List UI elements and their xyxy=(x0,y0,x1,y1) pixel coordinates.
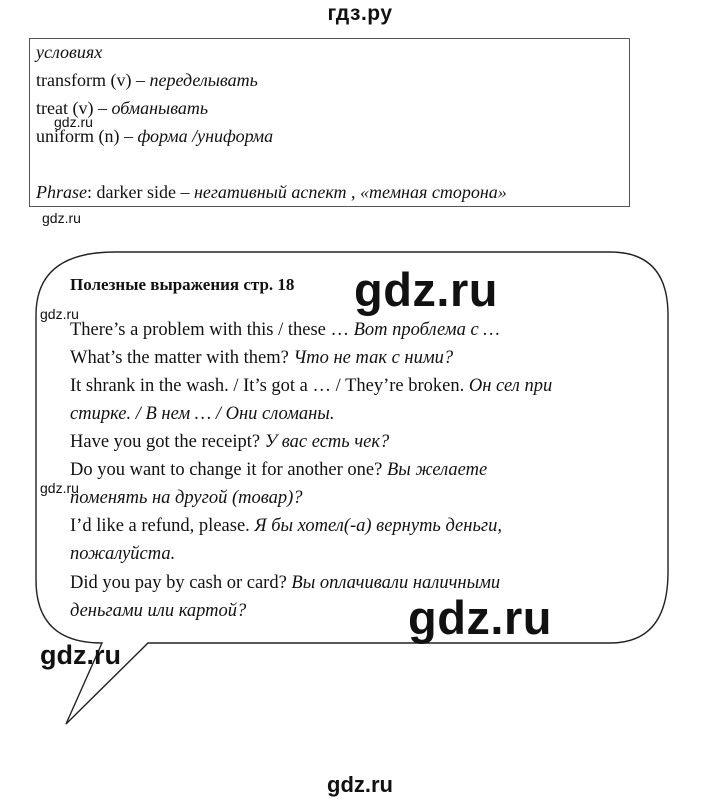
phrase-line xyxy=(70,402,334,426)
phrases-title: Полезные выражения стр. 18 xyxy=(70,275,295,294)
phrase-line xyxy=(70,599,246,623)
vocab-term: transform (v) xyxy=(36,70,132,90)
phrase-line xyxy=(70,514,502,538)
phrase-colon: : xyxy=(87,182,97,202)
vocab-translation: форма /униформа xyxy=(137,126,274,146)
phrase-ru: поменять на другой (товар)? xyxy=(70,488,303,508)
phrase-en: What’s the matter with them? xyxy=(70,348,294,368)
watermark-big-2: gdz.ru xyxy=(408,591,552,644)
vocab-dash: – xyxy=(131,70,150,90)
phrase-ru: деньгами или картой? xyxy=(70,601,247,621)
phrase-translation-2: «темная сторона» xyxy=(360,182,507,202)
phrase-en: I’d like a refund, please. xyxy=(70,516,255,536)
phrase-line xyxy=(70,430,389,454)
vocab-term: uniform (n) xyxy=(36,126,120,146)
vocab-term: treat (v) xyxy=(36,98,94,118)
watermark-mid: gdz.ru xyxy=(40,640,121,670)
watermark-top: гдз.ру xyxy=(327,2,393,25)
phrase-ru: Вы желаете xyxy=(386,460,488,480)
phrase-ru: Он сел при xyxy=(468,376,553,396)
phrase-en: Did you pay by cash or card? xyxy=(70,573,292,593)
phrase-line xyxy=(70,346,453,370)
phrase-ru: Вот проблема с … xyxy=(353,320,500,340)
phrase-ru: стирке. / В нем … / Они сломаны. xyxy=(70,404,335,424)
phrase-separator: , xyxy=(346,182,361,202)
phrase-en: Have you got the receipt? xyxy=(70,432,265,452)
watermark-small-2: gdz.ru xyxy=(42,210,81,226)
phrase-line xyxy=(70,458,487,482)
watermark-bottom: gdz.ru xyxy=(327,772,393,797)
phrase-dash: – xyxy=(175,182,194,202)
phrase-ru: У вас есть чек? xyxy=(264,432,390,452)
vocab-translation: обманывать xyxy=(111,98,209,118)
phrase-line xyxy=(70,542,175,566)
phrase-ru: Я бы хотел(-а) вернуть деньги, xyxy=(254,516,502,536)
vocab-translation: переделывать xyxy=(149,70,258,90)
phrase-ru: Вы оплачивали наличными xyxy=(291,573,501,593)
vocab-dash: – xyxy=(119,126,138,146)
phrase-ru: Что не так с ними? xyxy=(293,348,454,368)
phrase-en: Do you want to change it for another one? xyxy=(70,460,387,480)
vocab-dash: – xyxy=(93,98,112,118)
watermark-big-1: gdz.ru xyxy=(354,263,498,316)
vocab-continuation-text: условиях xyxy=(36,42,103,62)
phrase-line xyxy=(70,318,500,342)
phrase-en: There’s a problem with this / these … xyxy=(70,320,354,340)
watermark-small-3: gdz.ru xyxy=(40,306,79,322)
phrase-label: Phrase xyxy=(36,182,87,202)
phrase-line xyxy=(70,374,552,398)
watermark-small-1: gdz.ru xyxy=(54,114,93,130)
phrase-ru: пожалуйста. xyxy=(70,544,176,564)
phrase-en: It shrank in the wash. / It’s got a … / They’re broken. xyxy=(70,376,469,396)
phrase-term: darker side xyxy=(96,182,176,202)
watermark-small-4: gdz.ru xyxy=(40,480,79,496)
phrase-line xyxy=(70,486,303,510)
phrase-translation: негативный аспект xyxy=(193,182,347,202)
